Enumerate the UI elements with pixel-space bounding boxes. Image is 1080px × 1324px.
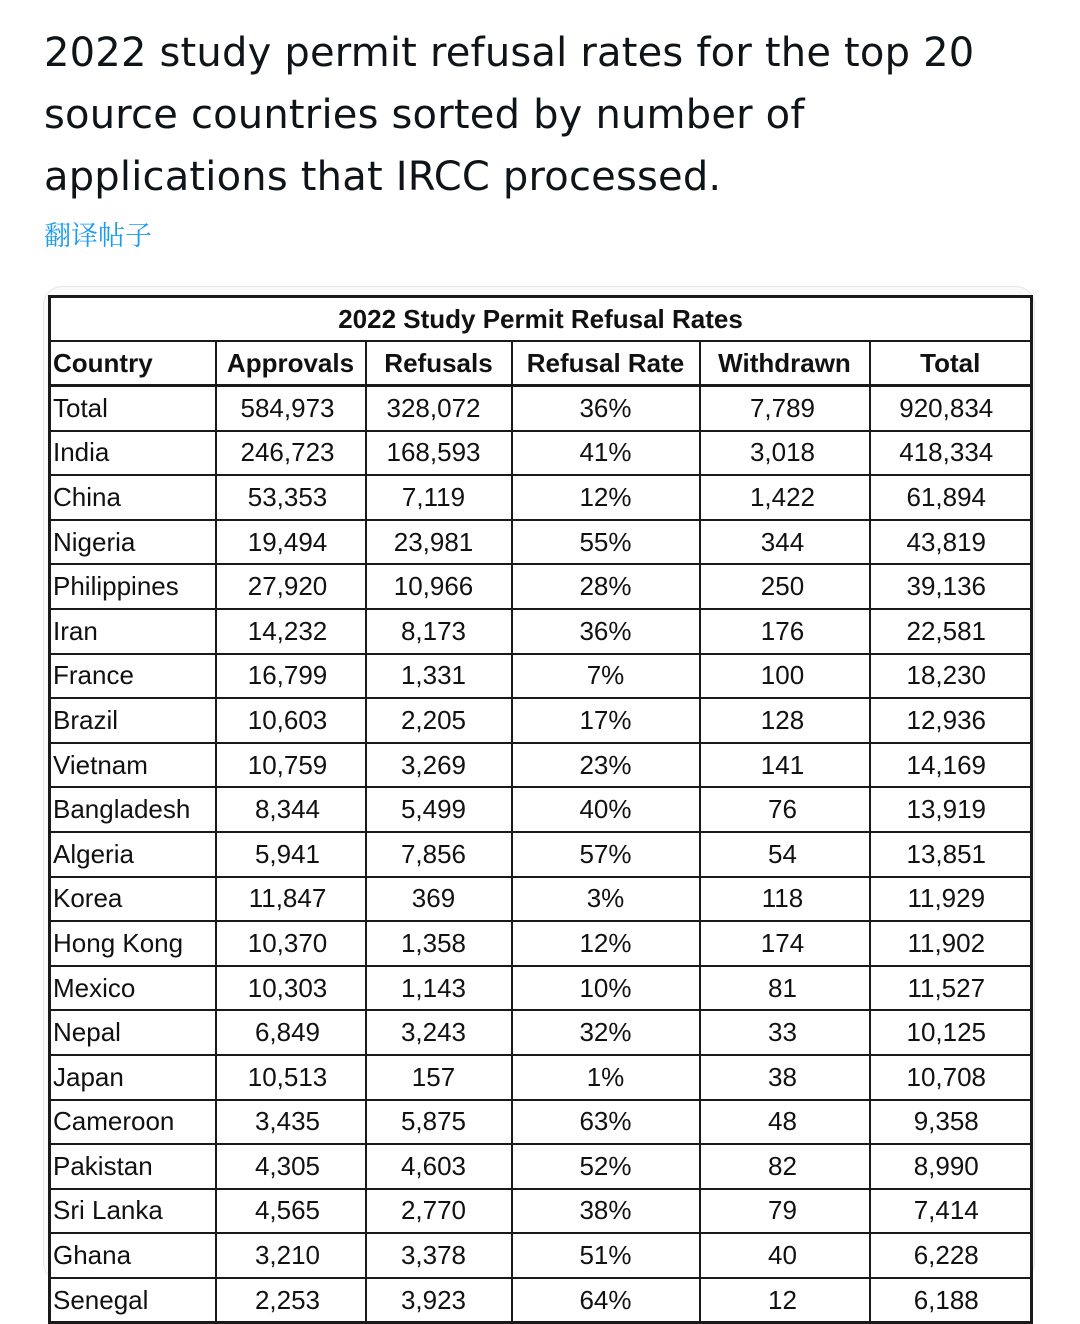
withdrawn-cell: 141	[700, 743, 870, 788]
table-row	[50, 564, 1032, 609]
total-cell: 920,834	[870, 386, 1032, 431]
table-row	[50, 1100, 1032, 1145]
country-cell: Japan	[50, 1055, 216, 1100]
approvals-cell: 53,353	[216, 475, 366, 520]
refusals-cell: 3,269	[366, 743, 512, 788]
country-cell: India	[50, 431, 216, 476]
table-row	[50, 877, 1032, 922]
country-cell: Pakistan	[50, 1144, 216, 1189]
withdrawn-cell: 12	[700, 1278, 870, 1323]
table-row	[50, 475, 1032, 520]
approvals-cell: 10,759	[216, 743, 366, 788]
table-row	[50, 386, 1032, 431]
country-cell: Bangladesh	[50, 787, 216, 832]
total-cell: 39,136	[870, 564, 1032, 609]
approvals-cell: 584,973	[216, 386, 366, 431]
country-cell: China	[50, 475, 216, 520]
total-cell: 11,929	[870, 877, 1032, 922]
table-row	[50, 921, 1032, 966]
refusals-cell: 8,173	[366, 609, 512, 654]
table-row	[50, 1233, 1032, 1278]
country-cell: Korea	[50, 877, 216, 922]
refusals-cell: 2,205	[366, 698, 512, 743]
country-cell: Cameroon	[50, 1100, 216, 1145]
approvals-cell: 10,603	[216, 698, 366, 743]
refusals-cell: 1,143	[366, 966, 512, 1011]
approvals-cell: 27,920	[216, 564, 366, 609]
approvals-cell: 10,303	[216, 966, 366, 1011]
post-text: 2022 study permit refusal rates for the top 20 source countries sorted by number of applications that IRCC processed.	[44, 30, 975, 200]
table-row	[50, 1278, 1032, 1323]
country-cell: Senegal	[50, 1278, 216, 1323]
table-row	[50, 787, 1032, 832]
table-row	[50, 520, 1032, 565]
header-country: Country	[50, 341, 216, 386]
refusals-cell: 4,603	[366, 1144, 512, 1189]
refusal-rate-cell: 1%	[512, 1055, 700, 1100]
refusals-cell: 2,770	[366, 1189, 512, 1234]
table-row	[50, 1144, 1032, 1189]
country-cell: Sri Lanka	[50, 1189, 216, 1234]
country-cell: Hong Kong	[50, 921, 216, 966]
withdrawn-cell: 79	[700, 1189, 870, 1234]
refusal-rate-cell: 52%	[512, 1144, 700, 1189]
approvals-cell: 246,723	[216, 431, 366, 476]
refusals-cell: 7,119	[366, 475, 512, 520]
table-row	[50, 966, 1032, 1011]
total-cell: 418,334	[870, 431, 1032, 476]
withdrawn-cell: 48	[700, 1100, 870, 1145]
table-header-row	[50, 341, 1032, 386]
withdrawn-cell: 174	[700, 921, 870, 966]
total-cell: 13,919	[870, 787, 1032, 832]
header-refusal-rate: Refusal Rate	[512, 341, 700, 386]
approvals-cell: 6,849	[216, 1010, 366, 1055]
approvals-cell: 11,847	[216, 877, 366, 922]
withdrawn-cell: 33	[700, 1010, 870, 1055]
refusal-rates-table	[48, 295, 1033, 1324]
refusals-cell: 3,923	[366, 1278, 512, 1323]
country-cell: Vietnam	[50, 743, 216, 788]
refusals-cell: 328,072	[366, 386, 512, 431]
refusals-cell: 369	[366, 877, 512, 922]
total-cell: 10,125	[870, 1010, 1032, 1055]
approvals-cell: 14,232	[216, 609, 366, 654]
approvals-cell: 8,344	[216, 787, 366, 832]
country-cell: Mexico	[50, 966, 216, 1011]
refusal-rate-cell: 32%	[512, 1010, 700, 1055]
total-cell: 18,230	[870, 654, 1032, 699]
refusal-rate-cell: 7%	[512, 654, 700, 699]
approvals-cell: 16,799	[216, 654, 366, 699]
total-cell: 12,936	[870, 698, 1032, 743]
header-approvals: Approvals	[216, 341, 366, 386]
refusals-cell: 5,499	[366, 787, 512, 832]
country-cell: Ghana	[50, 1233, 216, 1278]
header-withdrawn: Withdrawn	[700, 341, 870, 386]
table-row	[50, 743, 1032, 788]
total-cell: 7,414	[870, 1189, 1032, 1234]
withdrawn-cell: 118	[700, 877, 870, 922]
header-total: Total	[870, 341, 1032, 386]
total-cell: 11,527	[870, 966, 1032, 1011]
withdrawn-cell: 344	[700, 520, 870, 565]
refusals-cell: 1,331	[366, 654, 512, 699]
total-cell: 22,581	[870, 609, 1032, 654]
refusal-rate-cell: 40%	[512, 787, 700, 832]
withdrawn-cell: 82	[700, 1144, 870, 1189]
total-cell: 6,188	[870, 1278, 1032, 1323]
refusals-cell: 5,875	[366, 1100, 512, 1145]
refusal-rate-cell: 28%	[512, 564, 700, 609]
withdrawn-cell: 7,789	[700, 386, 870, 431]
table-row	[50, 609, 1032, 654]
refusal-rate-cell: 51%	[512, 1233, 700, 1278]
total-cell: 11,902	[870, 921, 1032, 966]
table-row	[50, 832, 1032, 877]
table-row	[50, 1010, 1032, 1055]
total-cell: 8,990	[870, 1144, 1032, 1189]
total-cell: 10,708	[870, 1055, 1032, 1100]
refusal-rate-cell: 3%	[512, 877, 700, 922]
refusal-rate-cell: 36%	[512, 609, 700, 654]
withdrawn-cell: 76	[700, 787, 870, 832]
withdrawn-cell: 38	[700, 1055, 870, 1100]
approvals-cell: 4,565	[216, 1189, 366, 1234]
table-row	[50, 1189, 1032, 1234]
table-body	[50, 386, 1032, 1323]
refusal-rate-cell: 17%	[512, 698, 700, 743]
table-row	[50, 431, 1032, 476]
approvals-cell: 3,435	[216, 1100, 366, 1145]
withdrawn-cell: 128	[700, 698, 870, 743]
refusals-cell: 23,981	[366, 520, 512, 565]
country-cell: Algeria	[50, 832, 216, 877]
refusals-cell: 3,378	[366, 1233, 512, 1278]
approvals-cell: 2,253	[216, 1278, 366, 1323]
approvals-cell: 4,305	[216, 1144, 366, 1189]
country-cell: Nigeria	[50, 520, 216, 565]
country-cell: Philippines	[50, 564, 216, 609]
country-cell: Total	[50, 386, 216, 431]
refusal-rate-cell: 12%	[512, 921, 700, 966]
refusal-rate-cell: 12%	[512, 475, 700, 520]
withdrawn-cell: 40	[700, 1233, 870, 1278]
refusal-rate-cell: 41%	[512, 431, 700, 476]
withdrawn-cell: 1,422	[700, 475, 870, 520]
refusal-rate-cell: 38%	[512, 1189, 700, 1234]
approvals-cell: 10,513	[216, 1055, 366, 1100]
approvals-cell: 5,941	[216, 832, 366, 877]
refusal-rate-cell: 64%	[512, 1278, 700, 1323]
withdrawn-cell: 250	[700, 564, 870, 609]
refusals-cell: 10,966	[366, 564, 512, 609]
total-cell: 14,169	[870, 743, 1032, 788]
table-row	[50, 698, 1032, 743]
total-cell: 43,819	[870, 520, 1032, 565]
country-cell: Brazil	[50, 698, 216, 743]
refusals-cell: 168,593	[366, 431, 512, 476]
withdrawn-cell: 100	[700, 654, 870, 699]
withdrawn-cell: 3,018	[700, 431, 870, 476]
refusal-rate-cell: 23%	[512, 743, 700, 788]
total-cell: 9,358	[870, 1100, 1032, 1145]
country-cell: Iran	[50, 609, 216, 654]
total-cell: 61,894	[870, 475, 1032, 520]
country-cell: France	[50, 654, 216, 699]
table-row	[50, 654, 1032, 699]
approvals-cell: 10,370	[216, 921, 366, 966]
approvals-cell: 3,210	[216, 1233, 366, 1278]
header-refusals: Refusals	[366, 341, 512, 386]
table-title: 2022 Study Permit Refusal Rates	[50, 297, 1032, 342]
translate-post-link[interactable]: 翻译帖子	[44, 221, 152, 252]
refusals-cell: 1,358	[366, 921, 512, 966]
refusal-rate-cell: 36%	[512, 386, 700, 431]
refusal-rate-cell: 63%	[512, 1100, 700, 1145]
refusal-rate-cell: 55%	[512, 520, 700, 565]
withdrawn-cell: 176	[700, 609, 870, 654]
refusals-cell: 157	[366, 1055, 512, 1100]
approvals-cell: 19,494	[216, 520, 366, 565]
total-cell: 6,228	[870, 1233, 1032, 1278]
refusal-rate-cell: 57%	[512, 832, 700, 877]
refusals-cell: 7,856	[366, 832, 512, 877]
withdrawn-cell: 81	[700, 966, 870, 1011]
refusals-cell: 3,243	[366, 1010, 512, 1055]
refusal-rate-cell: 10%	[512, 966, 700, 1011]
withdrawn-cell: 54	[700, 832, 870, 877]
post-image[interactable]	[44, 287, 1034, 1315]
table-row	[50, 1055, 1032, 1100]
total-cell: 13,851	[870, 832, 1032, 877]
country-cell: Nepal	[50, 1010, 216, 1055]
